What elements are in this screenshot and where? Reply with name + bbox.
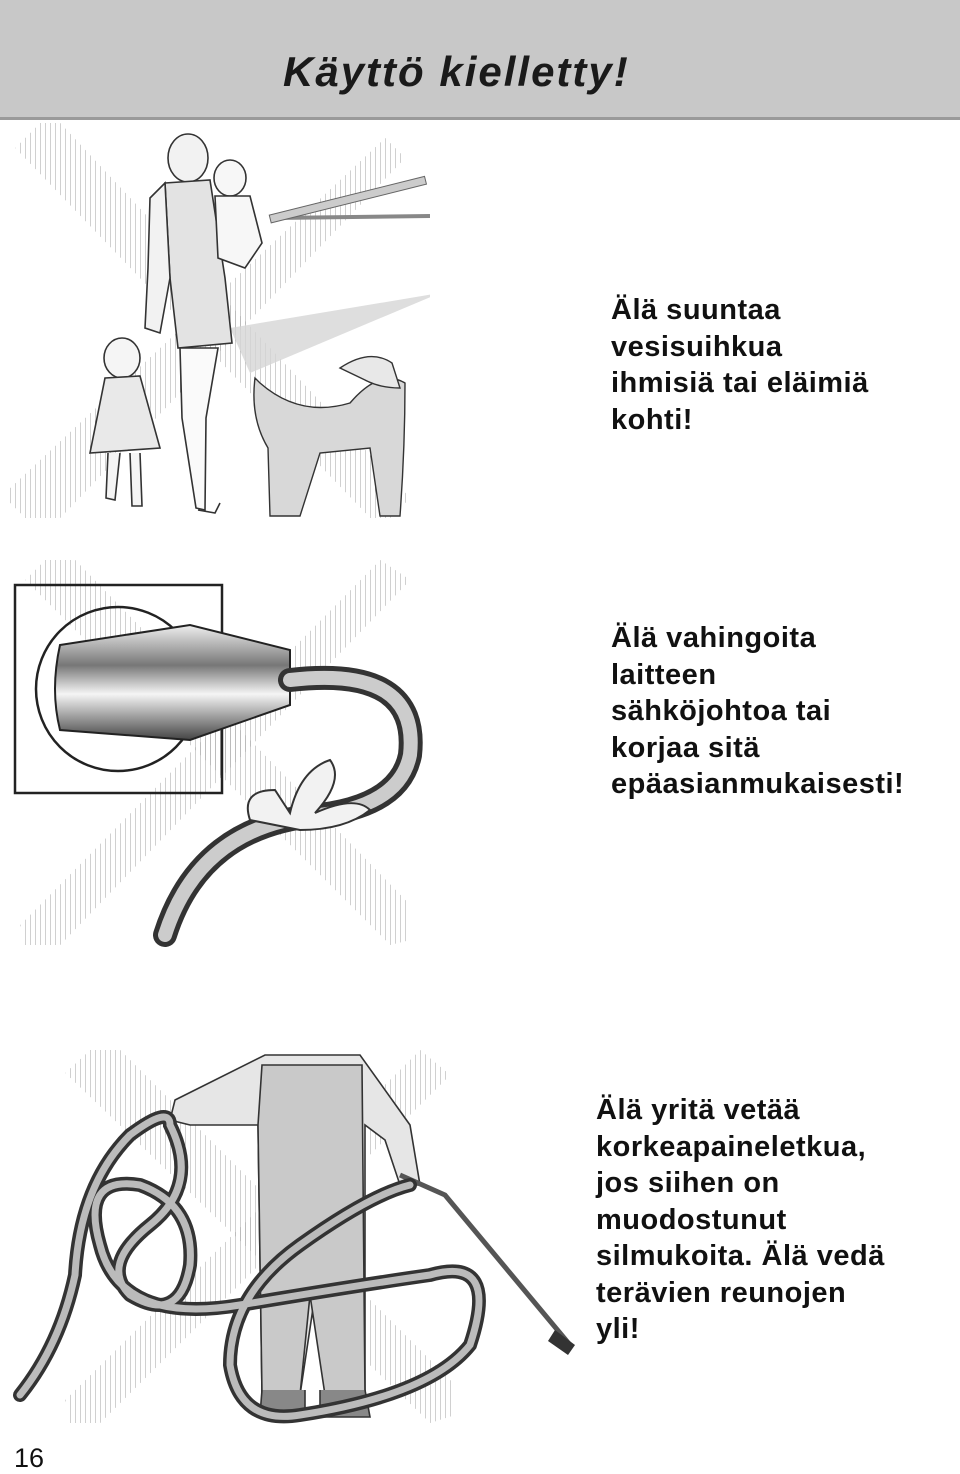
hose-loop-illustration xyxy=(0,1045,590,1430)
spray-people-illustration xyxy=(0,118,430,528)
caption-no-hose-pulling: Älä yritä vetää korkeapaineletkua, jos siihen on muodostunut silmukoita. Älä vedä terävien reunojen yli! xyxy=(596,1094,885,1345)
caption-no-spraying: Älä suuntaa vesisuihkua ihmisiä tai eläimiä kohti! xyxy=(611,294,869,436)
people-animal-spray-crossed-icon xyxy=(0,118,430,528)
looped-hose-crossed-icon xyxy=(0,1045,590,1430)
damaged-power-cord-crossed-icon xyxy=(0,555,440,950)
page-header xyxy=(0,0,960,120)
page-number: 16 xyxy=(14,1443,45,1473)
baby-figure xyxy=(214,160,262,268)
page-title: Käyttö kielletty! xyxy=(283,48,630,95)
caption-no-cord-damage: Älä vahingoita laitteen sähköjohtoa tai korjaa sitä epäasianmukaisesti! xyxy=(611,622,905,800)
power-cord-illustration xyxy=(0,555,440,950)
spray-gun xyxy=(400,1175,575,1355)
